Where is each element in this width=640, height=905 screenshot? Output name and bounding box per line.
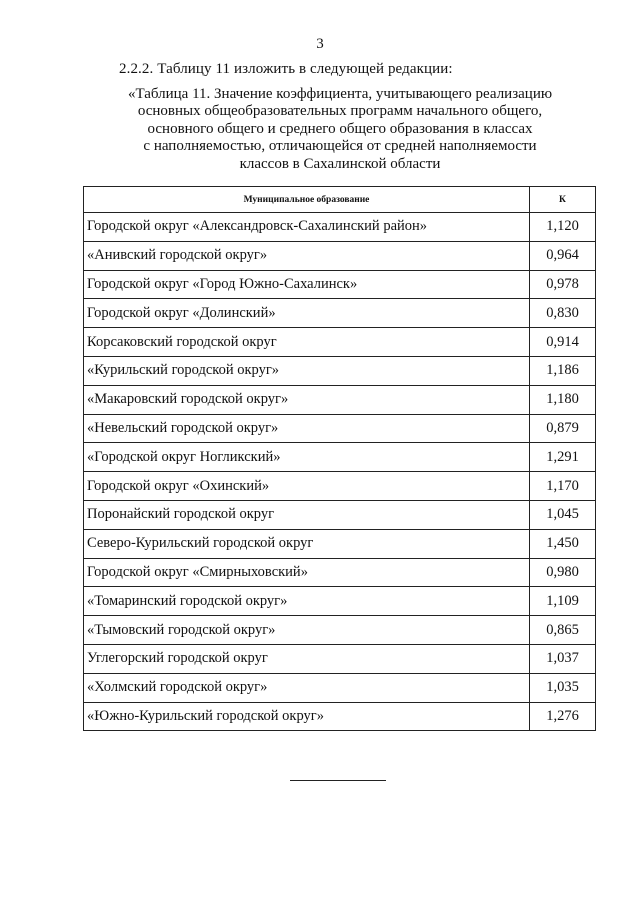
municipality-name: «Томаринский городской округ» bbox=[84, 587, 530, 616]
table-row bbox=[84, 356, 596, 385]
coefficient-table bbox=[83, 186, 596, 731]
table-row bbox=[84, 673, 596, 702]
coefficient-value: 0,830 bbox=[530, 299, 596, 328]
coefficient-value: 1,035 bbox=[530, 673, 596, 702]
coefficient-value: 1,291 bbox=[530, 443, 596, 472]
coefficient-value: 1,109 bbox=[530, 587, 596, 616]
coefficient-value: 0,964 bbox=[530, 241, 596, 270]
coefficient-value: 0,914 bbox=[530, 328, 596, 357]
municipality-name: Северо-Курильский городской округ bbox=[84, 529, 530, 558]
municipality-name: Городской округ «Долинский» bbox=[84, 299, 530, 328]
municipality-name: «Городской округ Ногликский» bbox=[84, 443, 530, 472]
end-rule bbox=[290, 780, 386, 781]
coefficient-value: 1,180 bbox=[530, 385, 596, 414]
column-header-municipality: Муниципальное образование bbox=[84, 187, 530, 213]
coefficient-value: 0,978 bbox=[530, 270, 596, 299]
coefficient-value: 1,186 bbox=[530, 356, 596, 385]
coefficient-value: 1,120 bbox=[530, 213, 596, 242]
municipality-name: Поронайский городской округ bbox=[84, 500, 530, 529]
municipality-name: Городской округ «Охинский» bbox=[84, 472, 530, 501]
table-row bbox=[84, 587, 596, 616]
table-row bbox=[84, 529, 596, 558]
caption-line: классов в Сахалинской области bbox=[239, 155, 441, 172]
caption-line: основных общеобразовательных программ начального общего, bbox=[137, 103, 543, 120]
municipality-name: «Тымовский городской округ» bbox=[84, 616, 530, 645]
page-number: 3 bbox=[316, 36, 324, 52]
column-header-coefficient: К bbox=[530, 187, 596, 213]
municipality-name: «Холмский городской округ» bbox=[84, 673, 530, 702]
caption-line: с наполняемостью, отличающейся от средней наполняемости bbox=[143, 138, 537, 155]
municipality-name: «Невельский городской округ» bbox=[84, 414, 530, 443]
coefficient-value: 1,276 bbox=[530, 702, 596, 731]
table-row bbox=[84, 299, 596, 328]
table-row bbox=[84, 616, 596, 645]
municipality-name: «Южно-Курильский городской округ» bbox=[84, 702, 530, 731]
table-body bbox=[84, 213, 596, 731]
table-row bbox=[84, 558, 596, 587]
municipality-name: Городской округ «Город Южно-Сахалинск» bbox=[84, 270, 530, 299]
coefficient-value: 0,980 bbox=[530, 558, 596, 587]
municipality-name: «Макаровский городской округ» bbox=[84, 385, 530, 414]
municipality-name: Углегорский городской округ bbox=[84, 644, 530, 673]
table-row bbox=[84, 241, 596, 270]
coefficient-value: 1,037 bbox=[530, 644, 596, 673]
coefficient-value: 1,045 bbox=[530, 500, 596, 529]
municipality-name: Городской округ «Смирныховский» bbox=[84, 558, 530, 587]
coefficient-value: 0,865 bbox=[530, 616, 596, 645]
municipality-name: Городской округ «Александровск-Сахалинский район» bbox=[84, 213, 530, 242]
municipality-name: «Анивский городской округ» bbox=[84, 241, 530, 270]
caption-line: «Таблица 11. Значение коэффициента, учитывающего реализацию bbox=[127, 86, 553, 102]
table-row bbox=[84, 414, 596, 443]
table-row bbox=[84, 443, 596, 472]
table-row bbox=[84, 270, 596, 299]
coefficient-value: 1,450 bbox=[530, 529, 596, 558]
table-row bbox=[84, 385, 596, 414]
table-row bbox=[84, 328, 596, 357]
municipality-name: Корсаковский городской округ bbox=[84, 328, 530, 357]
caption-line: основного общего и среднего общего образования в классах bbox=[147, 120, 533, 137]
table-caption bbox=[100, 86, 580, 173]
coefficient-value: 1,170 bbox=[530, 472, 596, 501]
coefficient-value: 0,879 bbox=[530, 414, 596, 443]
amendment-intro: 2.2.2. Таблицу 11 изложить в следующей редакции: bbox=[119, 61, 453, 77]
table-row bbox=[84, 644, 596, 673]
municipality-name: «Курильский городской округ» bbox=[84, 356, 530, 385]
table-row bbox=[84, 500, 596, 529]
table-row bbox=[84, 213, 596, 242]
table-row bbox=[84, 472, 596, 501]
table-row bbox=[84, 702, 596, 731]
table-header-row bbox=[84, 187, 596, 213]
